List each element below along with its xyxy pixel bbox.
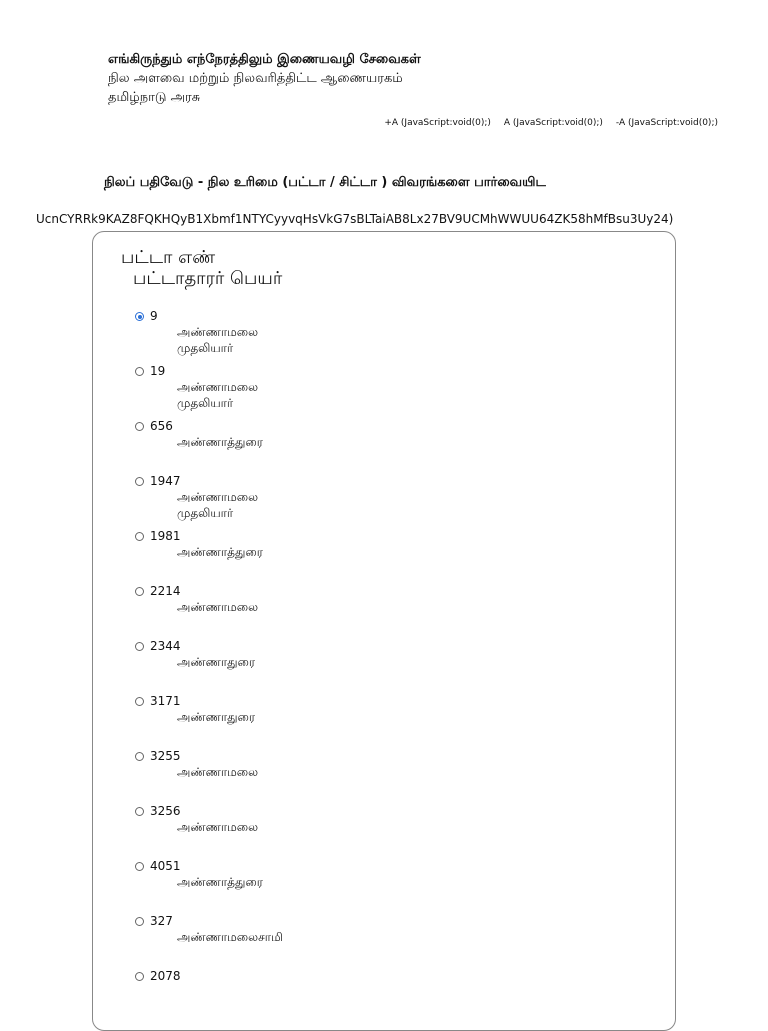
owner-name: அண்ணாதுரை xyxy=(177,655,256,669)
patta-radio-button[interactable] xyxy=(135,367,144,376)
token-text: UcnCYRRk9KAZ8FQKHQyB1Xbmf1NTYCyyvqHsVkG7sBLTaiAB8Lx27BV9UCMhWWUU64ZK58hMfBsu3Uy24) xyxy=(36,212,674,226)
owner-name: அண்ணாமலை முதலியார் xyxy=(177,325,259,355)
patta-list-panel xyxy=(92,231,676,1031)
owner-name: அண்ணாமலை xyxy=(177,765,259,779)
header-tagline: எங்கிருந்தும் எந்நேரத்திலும் இணையவழி சேவைகள் xyxy=(108,52,421,67)
owner-name: அண்ணாமலை முதலியார் xyxy=(177,490,259,520)
patta-number: 2214 xyxy=(150,584,181,598)
owner-name: அண்ணாத்துரை xyxy=(177,545,263,559)
patta-radio-button[interactable] xyxy=(135,422,144,431)
header-government: தமிழ்நாடு அரசு xyxy=(108,90,201,105)
patta-number: 4051 xyxy=(150,859,181,873)
font-increase-link[interactable]: +A (JavaScript:void(0);) xyxy=(384,118,491,128)
patta-number: 19 xyxy=(150,364,166,378)
patta-number: 2078 xyxy=(150,969,181,983)
patta-number: 2344 xyxy=(150,639,181,653)
owner-name: அண்ணாமலைசாமி xyxy=(177,930,283,944)
font-decrease-link[interactable]: -A (JavaScript:void(0);) xyxy=(615,118,718,128)
patta-radio-button[interactable] xyxy=(135,862,144,871)
patta-number: 9 xyxy=(150,309,158,323)
patta-radio-button[interactable] xyxy=(135,532,144,541)
patta-number: 1981 xyxy=(150,529,181,543)
column-header-patta-number: பட்டா எண் xyxy=(121,247,216,268)
patta-radio-button[interactable] xyxy=(135,917,144,926)
patta-radio-button[interactable] xyxy=(135,752,144,761)
patta-radio-button[interactable] xyxy=(135,642,144,651)
patta-number: 3255 xyxy=(150,749,181,763)
patta-radio-button[interactable] xyxy=(135,477,144,486)
owner-name: அண்ணாதுரை xyxy=(177,710,256,724)
font-size-controls xyxy=(384,118,718,128)
font-reset-link[interactable]: A (JavaScript:void(0);) xyxy=(503,118,603,128)
patta-number: 3256 xyxy=(150,804,181,818)
patta-radio-button[interactable] xyxy=(135,697,144,706)
column-headers xyxy=(121,247,282,289)
column-header-owner: பட்டாதாரர் பெயர் xyxy=(133,268,283,289)
page-title: நிலப் பதிவேடு - நில உரிமை (பட்டா / சிட்டா ) விவரங்களை பார்வையிட xyxy=(104,175,546,190)
patta-number: 656 xyxy=(150,419,173,433)
patta-radio-button[interactable] xyxy=(135,972,144,981)
owner-name: அண்ணாமலை xyxy=(177,820,259,834)
owner-name: அண்ணாமலை முதலியார் xyxy=(177,380,259,410)
owner-name: அண்ணாமலை xyxy=(177,600,259,614)
header-department: நில அளவை மற்றும் நிலவரித்திட்ட ஆணையரகம் xyxy=(108,71,403,86)
patta-radio-button[interactable] xyxy=(135,807,144,816)
patta-number: 1947 xyxy=(150,474,181,488)
patta-number: 3171 xyxy=(150,694,181,708)
patta-radio-button[interactable] xyxy=(135,312,144,321)
patta-number: 327 xyxy=(150,914,173,928)
site-header xyxy=(108,50,421,107)
owner-name: அண்ணாத்துரை xyxy=(177,875,263,889)
patta-radio-button[interactable] xyxy=(135,587,144,596)
owner-name: அண்ணாத்துரை xyxy=(177,435,263,449)
